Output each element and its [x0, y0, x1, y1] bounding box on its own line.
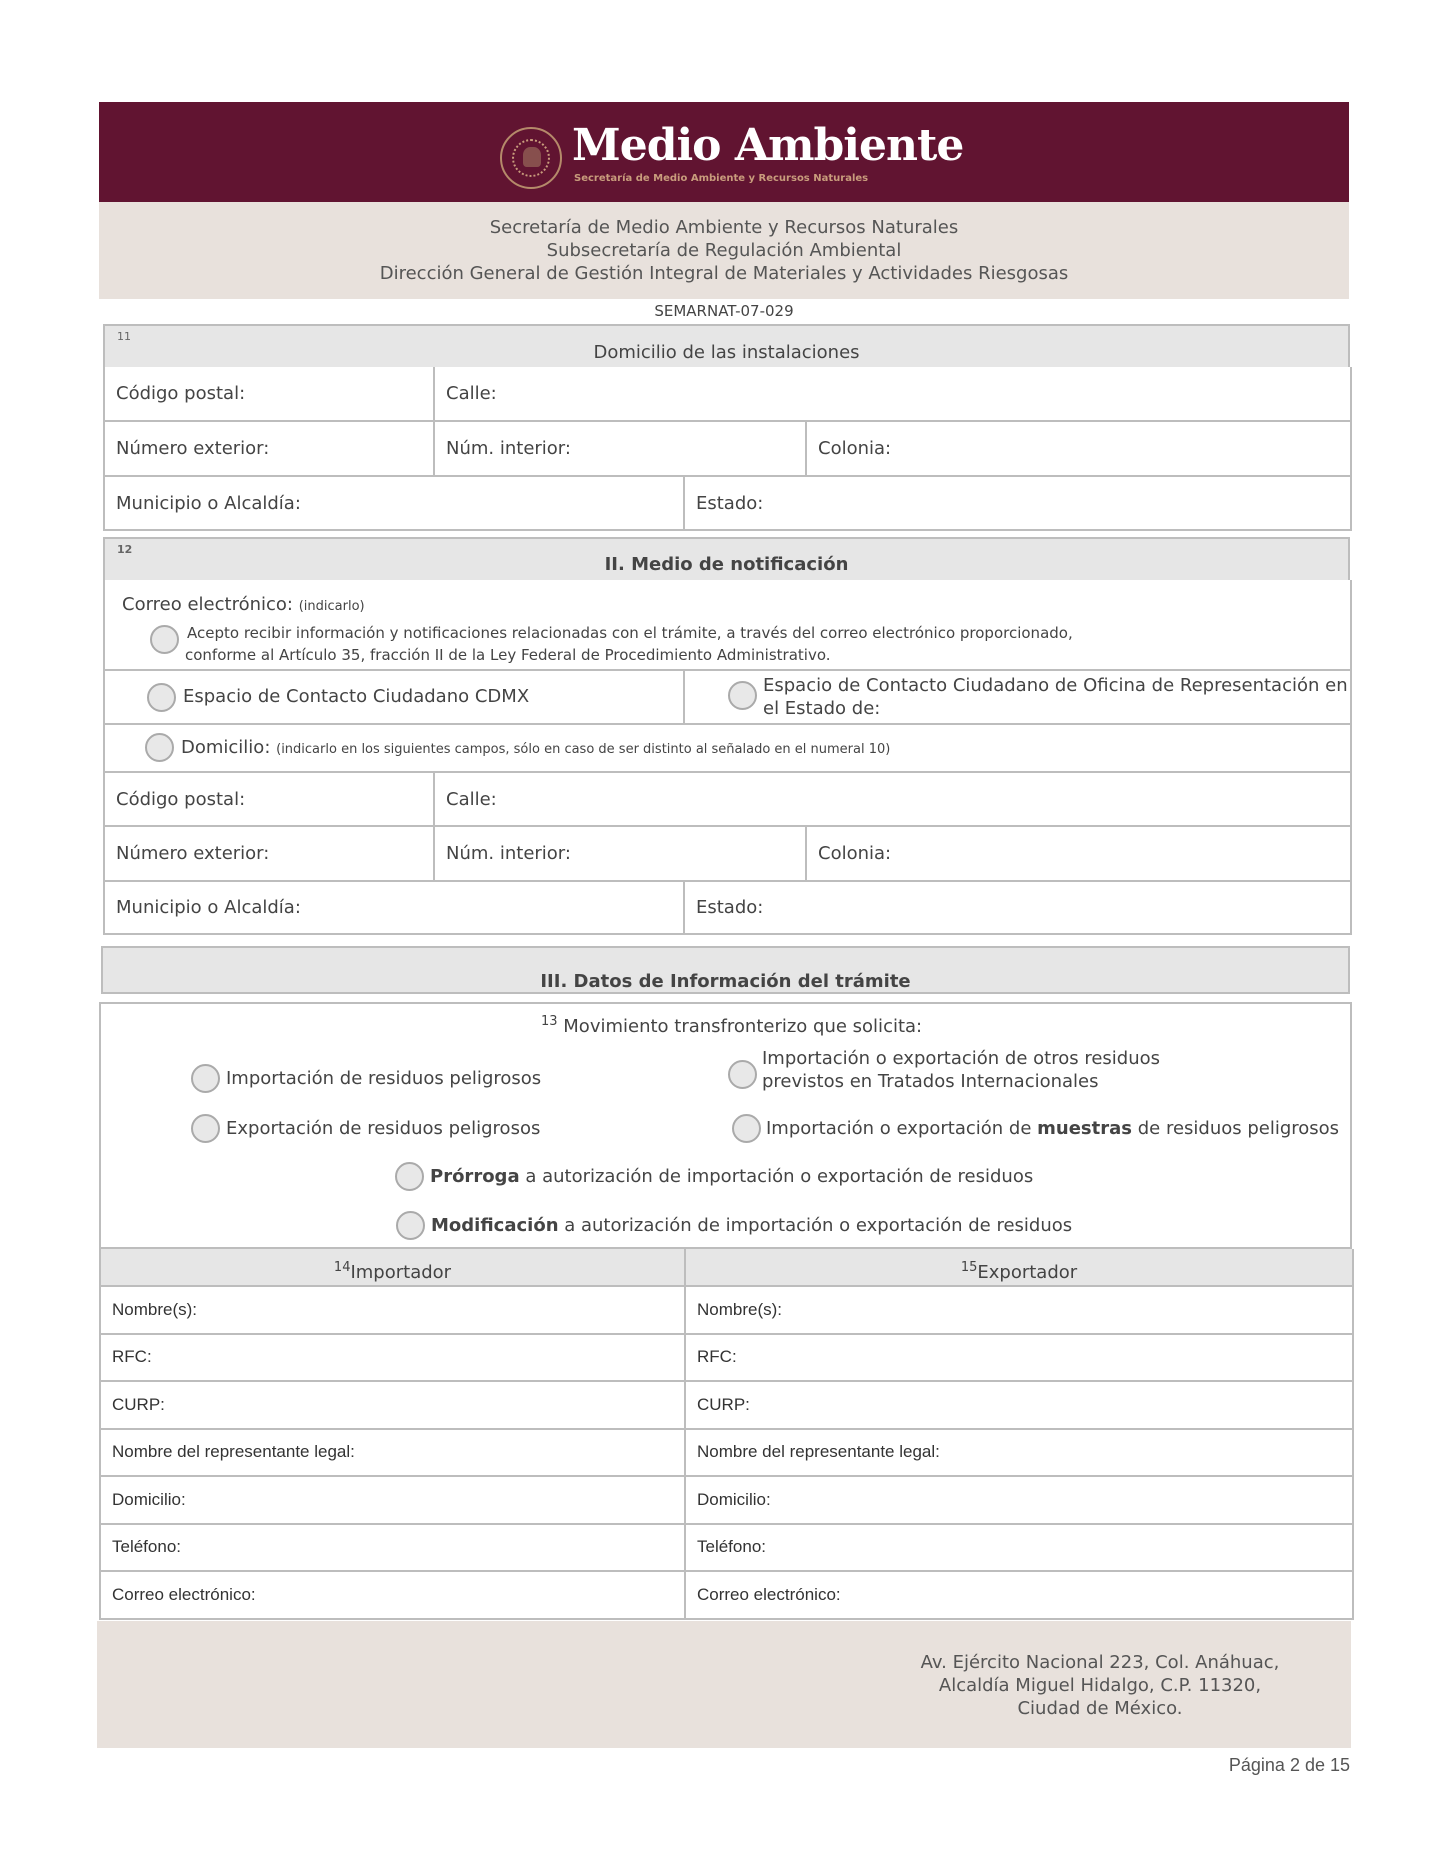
text-bold: muestras [1037, 1118, 1132, 1139]
field-label: Calle: [446, 383, 497, 404]
exportador-title-group [961, 1252, 1077, 1283]
exportador-field[interactable] [686, 1525, 1354, 1573]
field-label: Domicilio: [697, 1489, 771, 1509]
notif-estado-field[interactable] [685, 882, 1352, 935]
consent-line: conforme al Artículo 35, fracción II de la Ley Federal de Procedimiento Administrativo. [185, 646, 831, 664]
field-label: Calle: [446, 788, 497, 810]
brand-title: Medio Ambiente [572, 120, 964, 171]
email-hint: (indicarlo) [298, 599, 365, 614]
notif-num-interior-field[interactable] [435, 827, 807, 882]
email-consent-text [187, 622, 1073, 666]
exportador-field[interactable] [686, 1335, 1354, 1383]
export-peligrosos-label: Exportación de residuos peligrosos [226, 1118, 541, 1139]
form-code: SEMARNAT-07-029 [654, 302, 794, 320]
notif-colonia-field[interactable] [807, 827, 1352, 882]
otros-residuos-label [762, 1047, 1160, 1093]
prorroga-label [430, 1165, 1033, 1188]
importador-field[interactable] [101, 1477, 686, 1525]
field-label: Municipio o Alcaldía: [116, 897, 301, 918]
field-label: Teléfono: [697, 1537, 766, 1557]
muestras-radio[interactable] [732, 1114, 761, 1143]
brand-subtitle: Secretaría de Medio Ambiente y Recursos Naturales [574, 173, 869, 184]
field-label: Nombre del representante legal: [697, 1442, 940, 1462]
importador-field[interactable] [101, 1430, 686, 1478]
cdmx-option-label: Espacio de Contacto Ciudadano CDMX [183, 686, 530, 707]
colonia-field[interactable] [807, 422, 1352, 477]
importador-field[interactable] [101, 1382, 686, 1430]
agency-line: Subsecretaría de Regulación Ambiental [546, 240, 902, 261]
import-peligrosos-radio[interactable] [191, 1064, 220, 1093]
field-label: Domicilio: [112, 1489, 186, 1509]
notification-table [103, 580, 1350, 935]
notif-calle-field[interactable] [435, 773, 1352, 827]
email-label: Correo electrónico: [122, 594, 293, 615]
agency-line: Dirección General de Gestión Integral de Materiales y Actividades Riesgosas [379, 263, 1069, 284]
field-label: Correo electrónico: [112, 1584, 256, 1604]
option-line: previstos en Tratados Internacionales [762, 1071, 1099, 1092]
export-peligrosos-radio[interactable] [191, 1114, 220, 1143]
field-label: Colonia: [818, 843, 892, 864]
text-bold: Modificación [431, 1215, 559, 1236]
numero-exterior-field[interactable] [105, 422, 435, 477]
field-label: Número exterior: [116, 843, 270, 864]
field-label: Núm. interior: [446, 438, 571, 459]
municipio-field[interactable] [105, 477, 685, 531]
text: de residuos peligrosos [1132, 1118, 1340, 1139]
domicilio-label: Domicilio: [181, 737, 271, 758]
q13-label: Movimiento transfronterizo que solicita: [563, 1016, 923, 1037]
field-label: Nombre(s): [112, 1299, 198, 1319]
consent-line: Acepto recibir información y notificaciones relacionadas con el trámite, a través del correo electrónico proporcionado, [187, 624, 1073, 642]
section-12-title: II. Medio de notificación [604, 554, 849, 575]
address-line: Alcaldía Miguel Hidalgo, C.P. 11320, [938, 1675, 1262, 1696]
text: a autorización de importación o exportación de residuos [519, 1166, 1034, 1187]
domicilio-option-row [105, 725, 1352, 773]
q13-label-group [541, 1010, 922, 1038]
option-line: Importación o exportación de otros residuos [762, 1048, 1161, 1069]
agency-line: Secretaría de Medio Ambiente y Recursos Naturales [489, 217, 959, 238]
importador-field[interactable] [101, 1335, 686, 1383]
q13-number: 13 [541, 1014, 558, 1029]
exportador-field[interactable] [686, 1287, 1354, 1335]
national-emblem-icon [500, 127, 562, 189]
importador-number: 14 [333, 1259, 351, 1275]
text: a autorización de importación o exportación de residuos [558, 1215, 1073, 1236]
section-11-title: Domicilio de las instalaciones [593, 342, 860, 363]
field-label: CURP: [697, 1394, 750, 1414]
state-office-option-label [763, 674, 1348, 720]
agency-header [99, 202, 1349, 299]
option-line: Espacio de Contacto Ciudadano de Oficina de Representación en [763, 675, 1348, 696]
importador-field[interactable] [101, 1572, 686, 1620]
field-label: Código postal: [116, 788, 246, 810]
field-label: Nombre(s): [697, 1299, 783, 1319]
importador-field[interactable] [101, 1287, 686, 1335]
field-label: Nombre del representante legal: [112, 1442, 355, 1462]
movement-type-box [99, 1002, 1352, 1249]
cdmx-option-cell [105, 671, 685, 725]
section-12-header [103, 537, 1350, 582]
muestras-label [766, 1117, 1339, 1140]
exportador-number: 15 [960, 1259, 978, 1275]
section-11-table [103, 367, 1350, 531]
domicilio-hint: (indicarlo en los siguientes campos, sólo en caso de ser distinto al señalado en el numeral 10) [276, 742, 891, 757]
email-notification-row [105, 580, 1352, 671]
field-label: Núm. interior: [446, 843, 571, 864]
notif-codigo-postal-field[interactable] [105, 773, 435, 827]
notif-municipio-field[interactable] [105, 882, 685, 935]
import-peligrosos-label: Importación de residuos peligrosos [226, 1068, 542, 1089]
email-consent-radio[interactable] [150, 625, 179, 654]
exportador-header [686, 1249, 1354, 1287]
exportador-field[interactable] [686, 1477, 1354, 1525]
field-label: Estado: [696, 492, 764, 514]
section-number: 11 [117, 330, 131, 343]
field-label: RFC: [697, 1347, 737, 1367]
calle-field[interactable] [435, 367, 1352, 422]
exportador-field[interactable] [686, 1572, 1354, 1620]
footer-address [880, 1651, 1320, 1720]
estado-field[interactable] [685, 477, 1352, 531]
field-label: RFC: [112, 1347, 152, 1367]
state-office-radio[interactable] [728, 681, 757, 710]
importador-field[interactable] [101, 1525, 686, 1573]
otros-residuos-radio[interactable] [728, 1060, 757, 1089]
exportador-title: Exportador [977, 1261, 1078, 1283]
domicilio-option-label [181, 736, 890, 761]
address-line: Ciudad de México. [1017, 1698, 1183, 1719]
domicilio-radio[interactable] [145, 733, 174, 762]
num-interior-field[interactable] [435, 422, 807, 477]
section-3-header [101, 946, 1350, 994]
email-label-group [122, 593, 365, 618]
exportador-field[interactable] [686, 1382, 1354, 1430]
text-bold: Prórroga [430, 1166, 520, 1187]
modificacion-label [431, 1214, 1072, 1237]
importador-title: Importador [350, 1261, 452, 1283]
option-line: el Estado de: [763, 698, 881, 719]
codigo-postal-field[interactable] [105, 367, 435, 422]
modificacion-radio[interactable] [396, 1211, 425, 1240]
field-label: Teléfono: [112, 1537, 181, 1557]
notif-numero-exterior-field[interactable] [105, 827, 435, 882]
field-label: Código postal: [116, 383, 246, 404]
cdmx-radio[interactable] [147, 683, 176, 712]
field-label: Número exterior: [116, 438, 270, 459]
state-office-option-cell [685, 671, 1352, 725]
field-label: Correo electrónico: [697, 1584, 841, 1604]
importador-title-group [334, 1252, 451, 1283]
prorroga-radio[interactable] [395, 1162, 424, 1191]
importador-header [101, 1249, 686, 1287]
field-label: Colonia: [818, 438, 892, 459]
section-number: 12 [117, 543, 133, 556]
text: Importación o exportación de [766, 1118, 1038, 1139]
field-label: Estado: [696, 897, 764, 918]
page-number: Página 2 de 15 [1228, 1755, 1350, 1775]
field-label: CURP: [112, 1394, 165, 1414]
address-line: Av. Ejército Nacional 223, Col. Anáhuac, [920, 1652, 1280, 1673]
field-label: Municipio o Alcaldía: [116, 492, 301, 514]
parties-table [99, 1247, 1352, 1620]
exportador-field[interactable] [686, 1430, 1354, 1478]
section-3-title: III. Datos de Información del trámite [540, 971, 911, 992]
section-11-header [103, 324, 1350, 369]
